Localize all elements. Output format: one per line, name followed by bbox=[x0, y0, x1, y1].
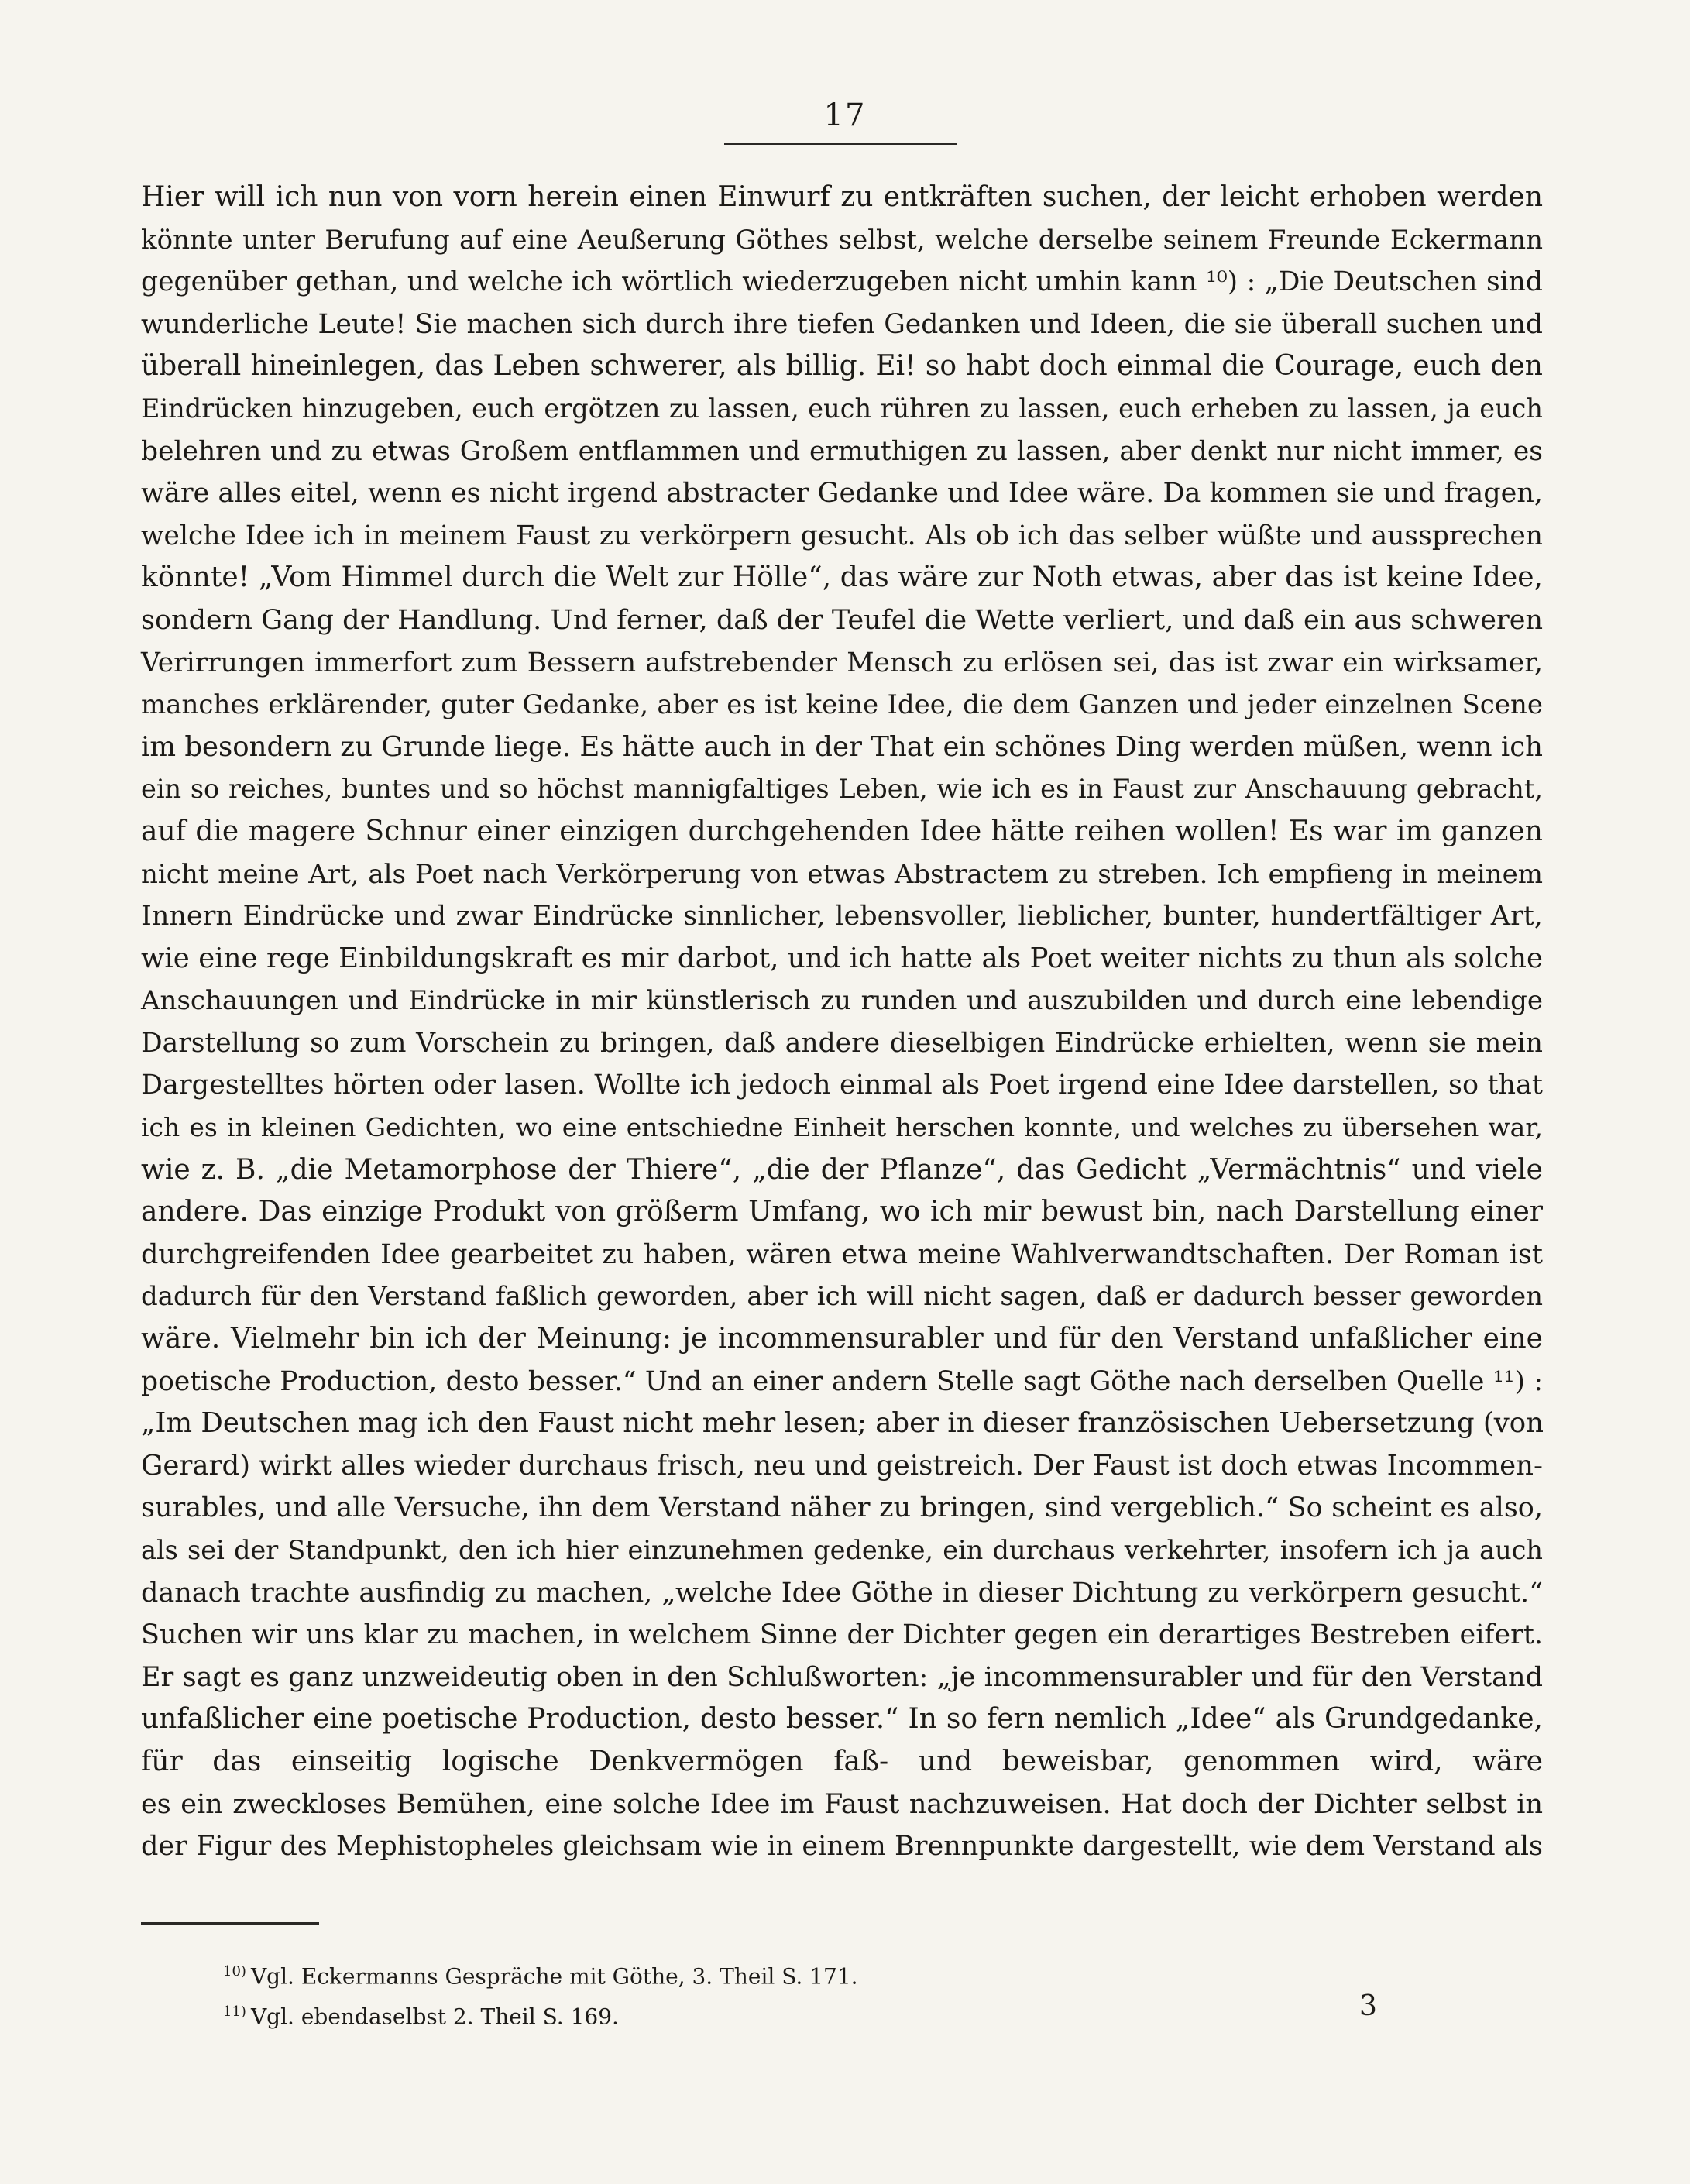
text-line: surables, und alle Versuche, ihn dem Verstand näher zu bringen, sind vergeblich.“ So scheint es also, bbox=[141, 1492, 1543, 1524]
text-line: gegenüber gethan, und welche ich wörtlich wiederzugeben nicht umhin kann ¹⁰) : „Die Deutschen sind bbox=[141, 266, 1543, 298]
text-line: Er sagt es ganz unzweideutig oben in den Schlußworten: „je incommensurabler und für den Verstand bbox=[141, 1661, 1543, 1693]
text-line: Innern Eindrücke und zwar Eindrücke sinnlicher, lebensvoller, lieblicher, bunter, hundertfältiger Art, bbox=[141, 901, 1543, 932]
footnote-text: Vgl. Eckermanns Gespräche mit Göthe, 3. Theil S. 171. bbox=[250, 1963, 858, 1990]
text-line: andere. Das einzige Produkt von größerm Umfang, wo ich mir bewust bin, nach Darstellung einer bbox=[141, 1196, 1543, 1228]
text-line: ein so reiches, buntes und so höchst mannigfaltiges Leben, wie ich es in Faust zur Anschauung gebracht, bbox=[141, 774, 1543, 805]
footnote-10 bbox=[223, 1952, 1385, 1992]
text-line: wäre. Vielmehr bin ich der Meinung: je incommensurabler und für den Verstand unfaßlicher eine bbox=[141, 1323, 1543, 1355]
text-line: Suchen wir uns klar zu machen, in welchem Sinne der Dichter gegen ein derartiges Bestreben eifert. bbox=[141, 1619, 1543, 1651]
footnote-mark: 10) bbox=[223, 1963, 246, 1980]
footnotes bbox=[223, 1952, 1385, 2032]
text-line: auf die magere Schnur einer einzigen durchgehenden Idee hätte reihen wollen! Es war im ganzen bbox=[141, 815, 1543, 847]
text-line: durchgreifenden Idee gearbeitet zu haben, wären etwa meine Wahlverwandtschaften. Der Roman ist bbox=[141, 1238, 1543, 1270]
footnote-rule bbox=[141, 1922, 319, 1925]
text-line: ich es in kleinen Gedichten, wo eine entschiedne Einheit herschen konnte, und welches zu übersehen war, bbox=[141, 1112, 1543, 1143]
text-line: wunderliche Leute! Sie machen sich durch ihre tiefen Gedanken und Ideen, die sie überall suchen und bbox=[141, 308, 1543, 340]
text-line: „Im Deutschen mag ich den Faust nicht mehr lesen; aber in dieser französischen Uebersetzung (von bbox=[141, 1407, 1544, 1440]
text-line: Dargestelltes hörten oder lasen. Wollte ich jedoch einmal als Poet irgend eine Idee darstellen, so that bbox=[141, 1070, 1543, 1101]
text-line: Darstellung so zum Vorschein zu bringen, daß andere dieselbigen Eindrücke erhielten, wenn sie mein bbox=[141, 1027, 1543, 1059]
text-line: könnte! „Vom Himmel durch die Welt zur Hölle“, das wäre zur Noth etwas, aber das ist keine Idee, bbox=[141, 561, 1543, 594]
body-text bbox=[141, 177, 1543, 1868]
footnote-11 bbox=[223, 1992, 1385, 2032]
text-line: für das einseitig logische Denkvermögen faß- und beweisbar, genommen wird, wäre bbox=[141, 1745, 1543, 1777]
text-line: poetische Production, desto besser.“ Und an einer andern Stelle sagt Göthe nach derselben Quelle ¹¹) : bbox=[141, 1365, 1543, 1397]
text-line: unfaßlicher eine poetische Production, desto besser.“ In so fern nemlich „Idee“ als Grundgedanke, bbox=[141, 1703, 1543, 1736]
signature-mark: 3 bbox=[1359, 1990, 1377, 2022]
text-line: belehren und zu etwas Großem entflammen und ermuthigen zu lassen, aber denkt nur nicht immer, es bbox=[141, 435, 1543, 467]
text-line: der Figur des Mephistopheles gleichsam wie in einem Brennpunkte dargestellt, wie dem Verstand als bbox=[141, 1831, 1543, 1863]
text-line: nicht meine Art, als Poet nach Verkörperung von etwas Abstractem zu streben. Ich empfieng in meinem bbox=[141, 858, 1543, 890]
text-line: Anschauungen und Eindrücke in mir künstlerisch zu runden und auszubilden und durch eine lebendige bbox=[141, 985, 1543, 1017]
text-line: Hier will ich nun von vorn herein einen Einwurf zu entkräften suchen, der leicht erhoben werden bbox=[141, 181, 1543, 213]
text-line: es ein zweckloses Bemühen, eine solche Idee im Faust nachzuweisen. Hat doch der Dichter selbst in bbox=[141, 1788, 1543, 1820]
text-line: danach trachte ausfindig zu machen, „welche Idee Göthe in dieser Dichtung zu verkörpern gesucht.“ bbox=[141, 1577, 1543, 1609]
page-number: 17 bbox=[823, 98, 867, 133]
text-line: wie eine rege Einbildungskraft es mir darbot, und ich hatte als Poet weiter nichts zu thun als solche bbox=[141, 942, 1543, 974]
text-line: könnte unter Berufung auf eine Aeußerung Göthes selbst, welche derselbe seinem Freunde Eckermann bbox=[141, 224, 1543, 256]
text-line: welche Idee ich in meinem Faust zu verkörpern gesucht. Als ob ich das selber wüßte und aussprechen bbox=[141, 520, 1543, 551]
text-line: als sei der Standpunkt, den ich hier einzunehmen gedenke, ein durchaus verkehrter, insofern ich ja auch bbox=[141, 1535, 1543, 1565]
header-rule bbox=[724, 143, 957, 145]
footnote-text: Vgl. ebendaselbst 2. Theil S. 169. bbox=[250, 2004, 619, 2030]
footnote-mark: 11) bbox=[223, 2004, 246, 2020]
text-line: Gerard) wirkt alles wieder durchaus frisch, neu und geistreich. Der Faust ist doch etwas Incommen- bbox=[141, 1449, 1543, 1482]
text-line: Verirrungen immerfort zum Bessern aufstrebender Mensch zu erlösen sei, das ist zwar ein wirksamer, bbox=[141, 647, 1543, 678]
text-line: überall hineinlegen, das Leben schwerer, als billig. Ei! so habt doch einmal die Courage, euch den bbox=[141, 350, 1543, 383]
text-line: wie z. B. „die Metamorphose der Thiere“, „die der Pflanze“, das Gedicht „Vermächtnis“ und viele bbox=[141, 1153, 1543, 1186]
text-line: Eindrücken hinzugeben, euch ergötzen zu lassen, euch rühren zu lassen, euch erheben zu lassen, ja euch bbox=[141, 393, 1543, 424]
text-line: wäre alles eitel, wenn es nicht irgend abstracter Gedanke und Idee wäre. Da kommen sie und fragen, bbox=[141, 478, 1543, 510]
text-line: manches erklärender, guter Gedanke, aber es ist keine Idee, die dem Ganzen und jeder einzelnen Scene bbox=[141, 689, 1543, 721]
text-line: dadurch für den Verstand faßlich geworden, aber ich will nicht sagen, daß er dadurch besser geworden bbox=[141, 1281, 1543, 1313]
text-line: im besondern zu Grunde liege. Es hätte auch in der That ein schönes Ding werden müßen, wenn ich bbox=[141, 730, 1543, 763]
text-line: sondern Gang der Handlung. Und ferner, daß der Teufel die Wette verliert, und daß ein aus schweren bbox=[141, 604, 1543, 636]
